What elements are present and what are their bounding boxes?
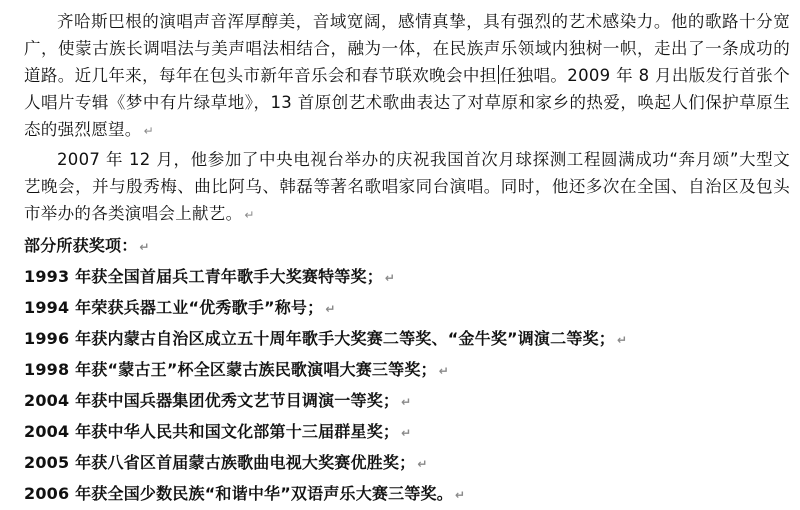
paragraph-mark-icon: ↵ [417, 457, 428, 471]
paragraph-1-text-part-2: 任独唱。2009 年 8 月出版发行首张个人唱片专辑《梦中有片绿草地》，13 首原创艺术歌曲表达了对草原和家乡的热爱，唤起人们保护草原生态的强烈愿望。 [24, 66, 790, 139]
award-text: 1996 年获内蒙古自治区成立五十周年歌手大奖赛二等奖、“金牛奖”调演二等奖； [24, 329, 615, 348]
award-item [24, 262, 790, 293]
paragraph-mark-icon: ↵ [244, 208, 255, 222]
award-text: 1998 年获“蒙古王”杯全区蒙古族民歌演唱大赛三等奖； [24, 360, 437, 379]
award-item [24, 479, 790, 510]
paragraph-mark-icon: ↵ [401, 426, 412, 440]
paragraph-mark-icon: ↵ [384, 271, 396, 285]
awards-heading-text: 部分所获奖项： [24, 236, 138, 255]
document-body [24, 8, 790, 510]
paragraph-mark-icon: ↵ [438, 364, 449, 378]
award-text: 2005 年获八省区首届蒙古族歌曲电视大奖赛优胜奖； [24, 453, 416, 472]
award-text: 1993 年获全国首届兵工青年歌手大奖赛特等奖； [24, 267, 383, 286]
paragraph-mark-icon: ↵ [454, 488, 466, 502]
award-item [24, 324, 790, 355]
biography-paragraph-1 [24, 8, 790, 145]
paragraph-mark-icon: ↵ [616, 333, 628, 347]
award-item [24, 293, 790, 324]
paragraph-2-text: 2007 年 12 月，他参加了中央电视台举办的庆祝我国首次月球探测工程圆满成功“奔月颂”大型文艺晚会，并与殷秀梅、曲比阿乌、韩磊等著名歌唱家同台演唱。同时，他还多次在全国、自治区及包头市举办的各类演唱会上献艺。 [24, 150, 790, 223]
paragraph-mark-icon: ↵ [401, 395, 412, 409]
award-text: 2004 年获中华人民共和国文化部第十三届群星奖； [24, 422, 400, 441]
biography-paragraph-2 [24, 146, 790, 229]
award-text: 2006 年获全国少数民族“和谐中华”双语声乐大赛三等奖。 [24, 484, 453, 503]
award-text: 2004 年获中国兵器集团优秀文艺节目调演一等奖； [24, 391, 400, 410]
paragraph-mark-icon: ↵ [325, 302, 336, 316]
text-cursor [498, 65, 499, 84]
award-item [24, 448, 790, 479]
paragraph-mark-icon: ↵ [139, 240, 150, 254]
award-item [24, 355, 790, 386]
award-item [24, 417, 790, 448]
paragraph-1-text-part-1: 齐哈斯巴根的演唱声音浑厚醇美，音域宽阔，感情真挚，具有强烈的艺术感染力。他的歌路十分宽广，使蒙古族长调唱法与美声唱法相结合，融为一体，在民族声乐领域内独树一帜，走出了一条成功的道路。近几年来，每年在包头市新年音乐会和春节联欢晚会中担 [24, 12, 790, 85]
award-text: 1994 年荣获兵器工业“优秀歌手”称号； [24, 298, 324, 317]
award-item [24, 386, 790, 417]
paragraph-mark-icon: ↵ [143, 124, 154, 138]
awards-heading [24, 231, 790, 262]
